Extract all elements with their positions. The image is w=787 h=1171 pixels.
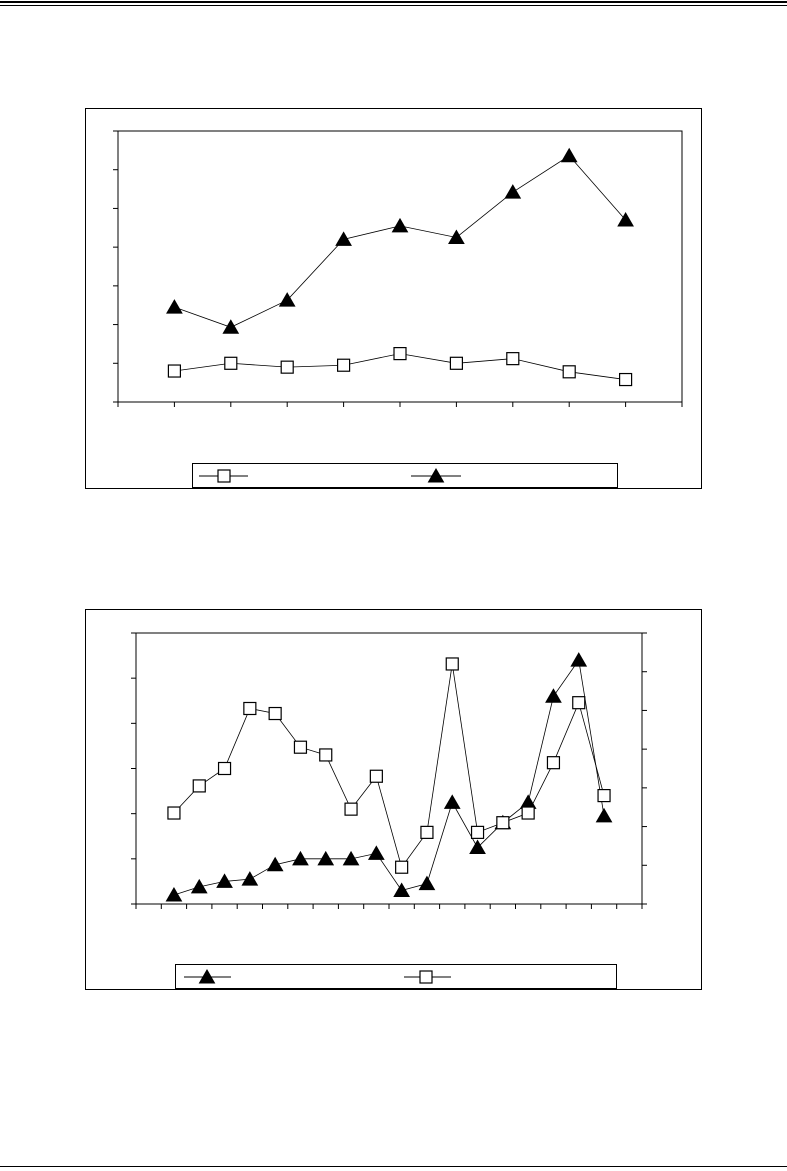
chart-2-series-2-point-15 <box>522 807 534 819</box>
chart-2-series-2-point-5 <box>269 708 281 720</box>
chart-2-series-2-point-17 <box>573 697 585 709</box>
chart-2-series-1-point-17 <box>571 653 586 666</box>
chart-1-series-2-point-9 <box>618 213 633 226</box>
chart-1-series-1-point-7 <box>507 353 519 365</box>
chart-2-series-1-point-1 <box>166 888 181 901</box>
chart-2-series-2-line <box>174 664 604 867</box>
chart-1-series-1-point-9 <box>620 374 632 386</box>
chart-2-series-1-point-18 <box>597 809 612 822</box>
chart-2-legend-marker-2 <box>420 971 432 983</box>
header-rule-thin <box>0 5 787 6</box>
chart-1-frame <box>85 108 702 489</box>
chart-1-series-1-point-6 <box>450 357 462 369</box>
chart-2-frame <box>85 609 702 990</box>
chart-2-series-2-point-1 <box>168 807 180 819</box>
chart-2-series-1-point-10 <box>394 883 409 896</box>
chart-2-series-1-point-2 <box>192 880 207 893</box>
chart-1-series-2-point-2 <box>223 320 238 333</box>
chart-1-series-1-point-4 <box>338 359 350 371</box>
chart-1-series-2-line <box>174 156 625 328</box>
chart-2-series-1-line <box>174 660 604 895</box>
chart-2-series-2-point-10 <box>396 861 408 873</box>
chart-1-legend-symbols <box>193 464 619 489</box>
chart-2-series-2-point-9 <box>370 770 382 782</box>
chart-2-series-2-point-13 <box>472 826 484 838</box>
chart-2-series-2-point-14 <box>497 817 509 829</box>
chart-1-plot-area <box>118 131 682 402</box>
chart-2-series-2-point-4 <box>244 702 256 714</box>
chart-2-legend-symbols <box>176 965 618 990</box>
chart-2-series-2-point-8 <box>345 803 357 815</box>
chart-1-series-1-point-3 <box>281 361 293 373</box>
chart-1-series-1-point-1 <box>168 365 180 377</box>
chart-2-series-1-point-9 <box>369 846 384 859</box>
chart-2-series-2-point-12 <box>446 658 458 670</box>
chart-1-series-2-point-6 <box>449 230 464 243</box>
chart-2-series-1-point-4 <box>242 872 257 885</box>
chart-2-series-2-point-6 <box>294 741 306 753</box>
chart-2-series-1-point-5 <box>268 858 283 871</box>
chart-2-series-1-point-16 <box>546 689 561 702</box>
chart-1-plot <box>86 109 703 490</box>
chart-2-series-1-point-7 <box>318 852 333 865</box>
chart-2-series-2-point-16 <box>547 757 559 769</box>
chart-2-plot <box>86 610 703 991</box>
chart-2-legend <box>175 964 617 989</box>
chart-1-series-2-point-4 <box>336 232 351 245</box>
chart-1-series-2-point-8 <box>562 149 577 162</box>
chart-1-series-2-point-7 <box>505 185 520 198</box>
chart-2-series-2-point-2 <box>193 780 205 792</box>
chart-2-series-2-point-3 <box>219 763 231 775</box>
chart-2-series-1-point-8 <box>344 852 359 865</box>
header-rule-thick <box>0 1 787 3</box>
chart-2-series-2-point-11 <box>421 826 433 838</box>
chart-2-series-1-point-11 <box>419 877 434 890</box>
chart-2-plot-area <box>136 633 642 904</box>
footer-rule <box>0 1166 787 1167</box>
chart-2-series-2-point-18 <box>598 790 610 802</box>
chart-2-series-1-point-6 <box>293 852 308 865</box>
chart-1-series-2-point-3 <box>280 293 295 306</box>
chart-2-series-1-point-12 <box>445 795 460 808</box>
chart-2-series-2-point-7 <box>320 749 332 761</box>
chart-1-series-1-point-8 <box>563 366 575 378</box>
chart-1-series-2-point-5 <box>393 219 408 232</box>
chart-1-legend <box>192 463 618 488</box>
chart-1-series-1-point-2 <box>225 357 237 369</box>
chart-1-series-2-point-1 <box>167 300 182 313</box>
chart-1-series-1-point-5 <box>394 348 406 360</box>
chart-1-legend-marker-1 <box>218 470 230 482</box>
